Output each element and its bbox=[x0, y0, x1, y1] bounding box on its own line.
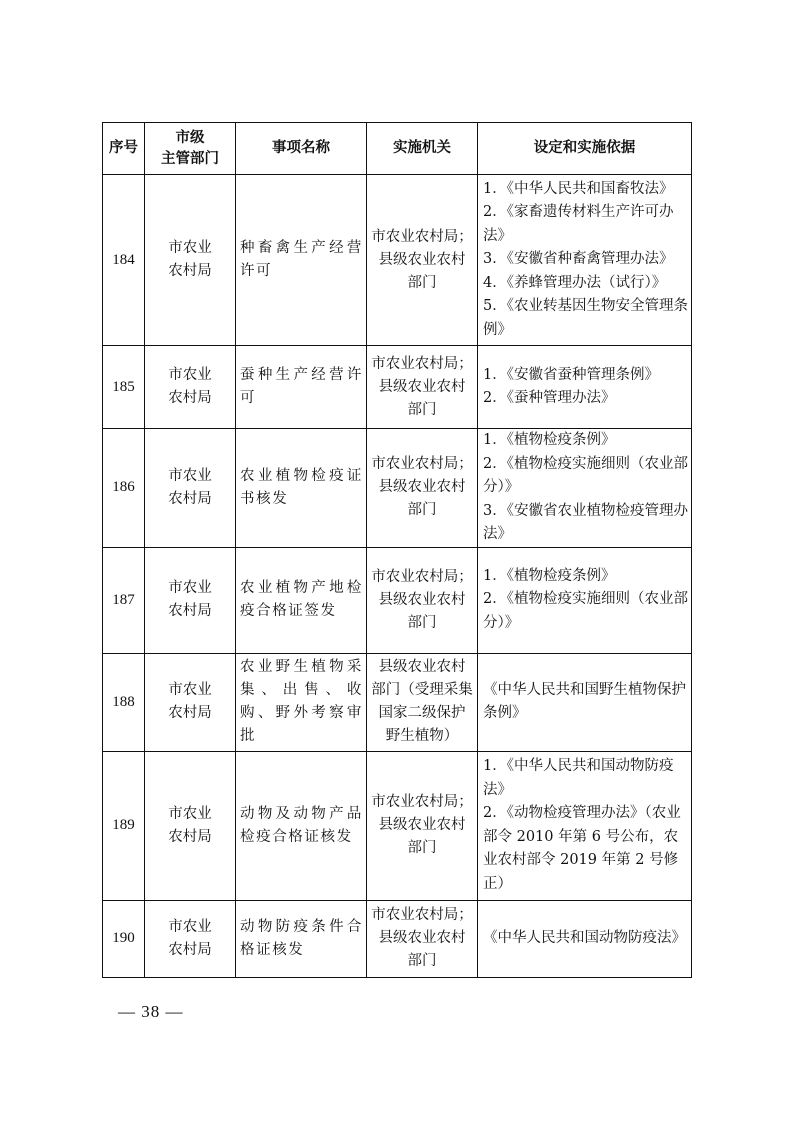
item-name-cell: 农业植物产地检疫合格证签发 bbox=[236, 547, 367, 653]
basis-item: 5．《农业转基因生物安全管理条例》 bbox=[483, 298, 688, 338]
agency-cell: 市农业农村局； 县级农业农村 部门 bbox=[367, 346, 478, 429]
basis-item: 1．《植物检疫条例》 bbox=[483, 432, 616, 448]
column-header: 实施机关 bbox=[367, 123, 478, 175]
basis-item: 2．《家畜遗传材料生产许可办法》 bbox=[483, 204, 674, 244]
row-number: 187 bbox=[103, 547, 145, 653]
table-row bbox=[103, 653, 692, 751]
row-number: 190 bbox=[103, 900, 145, 977]
basis-cell bbox=[478, 175, 692, 346]
table-row bbox=[103, 900, 692, 977]
department-cell: 市农业 农村局 bbox=[145, 429, 236, 548]
items-table bbox=[102, 122, 692, 978]
basis-item: 4．《养蜂管理办法（试行）》 bbox=[483, 274, 667, 291]
basis-cell bbox=[478, 429, 692, 548]
item-name-cell: 农业野生植物采集、出售、收购、野外考察审批 bbox=[236, 653, 367, 751]
item-name-cell: 蚕种生产经营许可 bbox=[236, 346, 367, 429]
basis-cell bbox=[478, 751, 692, 900]
basis-item: 《中华人民共和国动物防疫法》 bbox=[483, 929, 686, 946]
department-cell: 市农业 农村局 bbox=[145, 346, 236, 429]
agency-cell: 市农业农村局； 县级农业农村 部门 bbox=[367, 547, 478, 653]
basis-cell bbox=[478, 900, 692, 977]
item-name-cell: 农业植物检疫证书核发 bbox=[236, 429, 367, 548]
department-cell: 市农业 农村局 bbox=[145, 175, 236, 346]
row-number: 185 bbox=[103, 346, 145, 429]
basis-item: 3．《安徽省农业植物检疫管理办法》 bbox=[483, 502, 688, 542]
page-number: — 38 — bbox=[118, 1002, 184, 1021]
table-body bbox=[103, 175, 692, 978]
column-header: 设定和实施依据 bbox=[478, 123, 692, 175]
agency-cell: 市农业农村局； 县级农业农村 部门 bbox=[367, 900, 478, 977]
department-cell: 市农业 农村局 bbox=[145, 653, 236, 751]
table-row bbox=[103, 751, 692, 900]
table-row bbox=[103, 175, 692, 346]
row-number: 186 bbox=[103, 429, 145, 548]
column-header: 市级 主管部门 bbox=[145, 123, 236, 175]
table-row bbox=[103, 547, 692, 653]
basis-item: 2．《植物检疫实施细则（农业部分）》 bbox=[483, 455, 688, 495]
basis-item: 1．《植物检疫条例》 bbox=[483, 567, 616, 584]
basis-cell bbox=[478, 346, 692, 429]
department-cell: 市农业 农村局 bbox=[145, 547, 236, 653]
department-cell: 市农业 农村局 bbox=[145, 900, 236, 977]
agency-cell: 市农业农村局； 县级农业农村 部门 bbox=[367, 429, 478, 548]
table-row bbox=[103, 429, 692, 548]
basis-cell bbox=[478, 653, 692, 751]
basis-item: 1．《中华人民共和国动物防疫法》 bbox=[483, 758, 674, 798]
column-header: 序号 bbox=[103, 123, 145, 175]
item-name-cell: 种畜禽生产经营许可 bbox=[236, 175, 367, 346]
item-name-cell: 动物防疫条件合格证核发 bbox=[236, 900, 367, 977]
basis-item: 《中华人民共和国野生植物保护条例》 bbox=[483, 681, 686, 721]
agency-cell: 市农业农村局； 县级农业农村 部门 bbox=[367, 175, 478, 346]
item-name-cell: 动物及动物产品检疫合格证核发 bbox=[236, 751, 367, 900]
basis-item: 1．《中华人民共和国畜牧法》 bbox=[483, 180, 674, 197]
basis-item: 3．《安徽省种畜禽管理办法》 bbox=[483, 251, 674, 268]
column-header: 事项名称 bbox=[236, 123, 367, 175]
basis-item: 1．《安徽省蚕种管理条例》 bbox=[483, 366, 659, 383]
department-cell: 市农业 农村局 bbox=[145, 751, 236, 900]
row-number: 188 bbox=[103, 653, 145, 751]
header-row bbox=[103, 123, 692, 175]
row-number: 189 bbox=[103, 751, 145, 900]
row-number: 184 bbox=[103, 175, 145, 346]
basis-item: 2．《动物检疫管理办法》（农业部令 2010 年第 6 号公布，农业农村部令 2019 年第 2 号修正） bbox=[483, 805, 681, 892]
basis-item: 2．《植物检疫实施细则（农业部分）》 bbox=[483, 591, 688, 631]
basis-cell bbox=[478, 547, 692, 653]
table-row bbox=[103, 346, 692, 429]
agency-cell: 市农业农村局； 县级农业农村 部门 bbox=[367, 751, 478, 900]
basis-item: 2．《蚕种管理办法》 bbox=[483, 390, 616, 406]
agency-cell: 县级农业农村 部门（受理采集 国家二级保护 野生植物） bbox=[367, 653, 478, 751]
